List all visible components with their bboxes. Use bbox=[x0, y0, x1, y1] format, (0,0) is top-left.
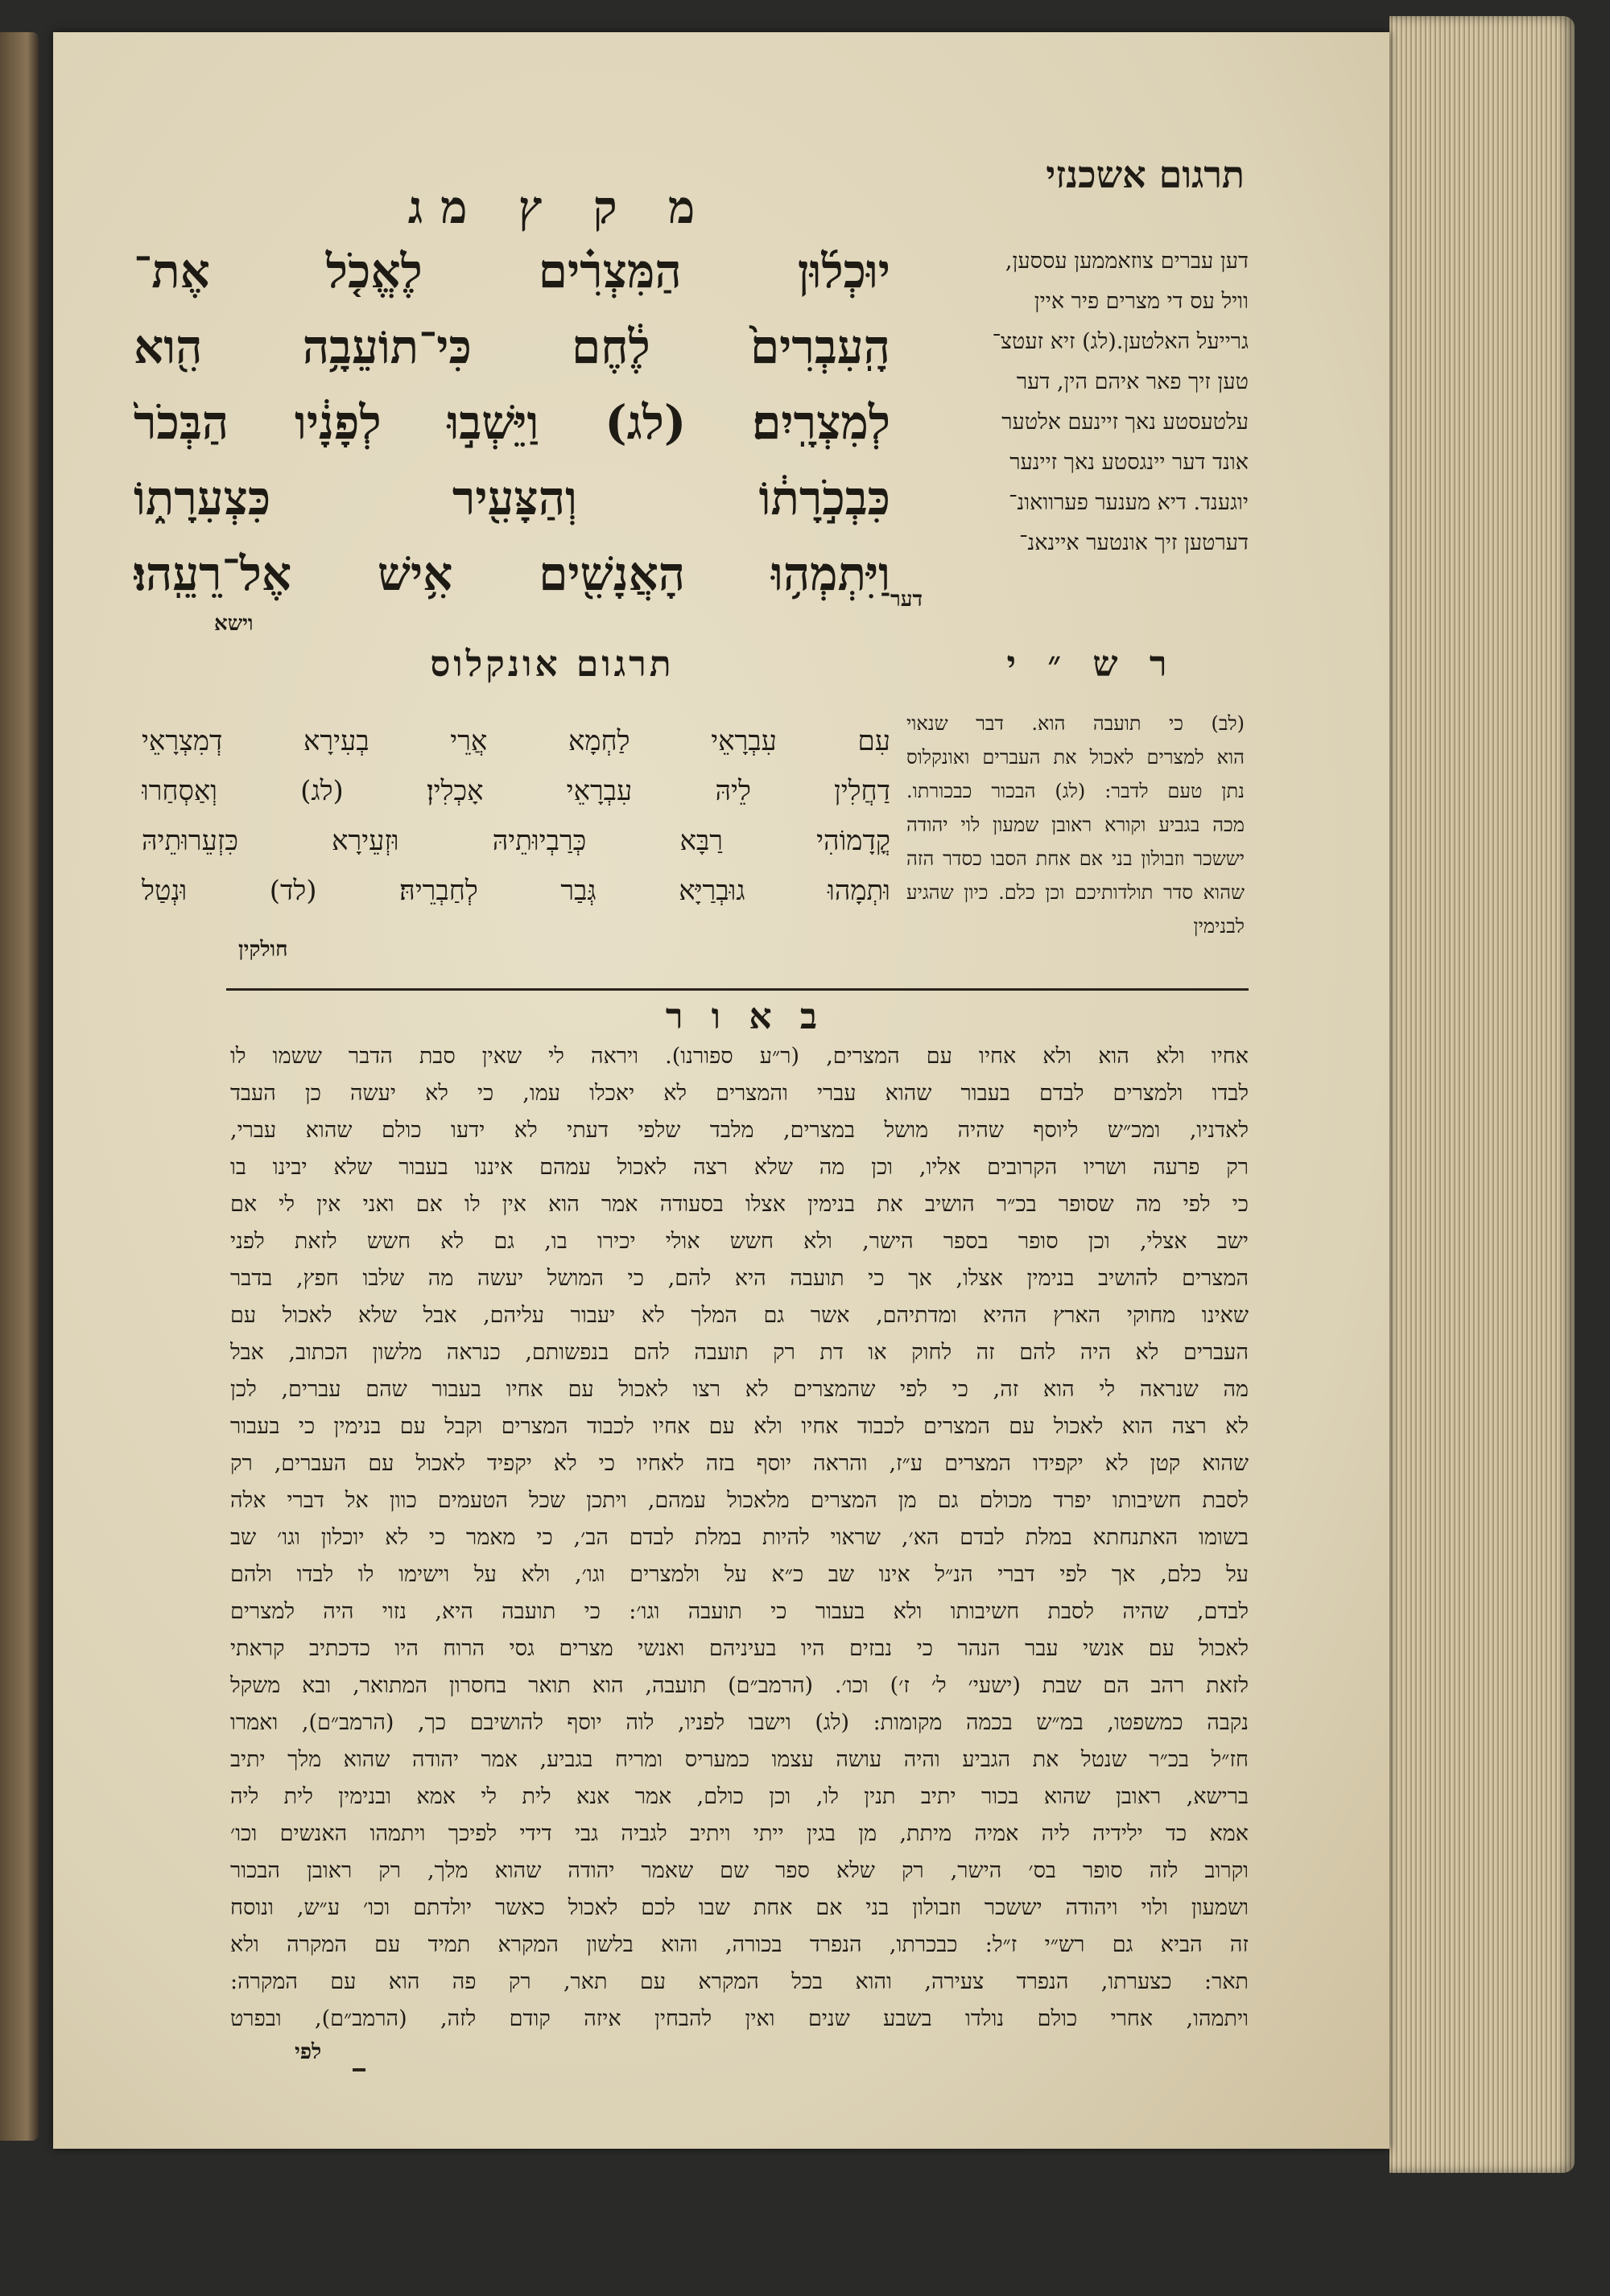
text-line: זה הביא גם רש״י ז״ל: כבכרתו, הנפרד בכורה, והוא בלשון המקרא תמיד עם המקרה ולא bbox=[230, 1932, 1249, 1957]
targum-ashkenazi-title: תרגום אשכנזי bbox=[1046, 153, 1245, 196]
text-line: בשומו האתנחתא במלת לבדם הא׳, שראוי להיות במלת לבדם הב׳, כי מאמר כי לא יוכלון וגו׳ שב bbox=[230, 1525, 1249, 1550]
text-line: ברישא, ראובן שהוא בכור יתיב תנין לו, וכן כולם, אמר אנא לית לי אמא ובנימין לית ליה bbox=[230, 1784, 1249, 1809]
book-page-edges bbox=[1389, 16, 1575, 2173]
text-line: לבנימין bbox=[1193, 915, 1245, 938]
targum-ashkenazi-text bbox=[919, 241, 1249, 563]
text-line: שאינו מחוקי הארץ ההיא ומדתיהם, אשר גם המלך לא יעבור עליהם, אבל שלא לאכול עם bbox=[230, 1303, 1249, 1328]
verse-line: לְמִצְרָֽיִם׃ (לג) וַיֵּשְׁב֣וּ לְפָנָ֔יו הַבְּכֹר֙ bbox=[134, 395, 890, 450]
text-line: ושמעון ולוי ויהודה יששכר וזבולון בני אם אחת שבו לכם לאכול כאשר יולדתם וכו׳ ע״ש, ונוסח bbox=[230, 1895, 1249, 1920]
text-line: נקבה כמשפטו, במ״ש בכמה מקומות: (לג) וישבו לפניו, לוה יוסף להושיבם כך, (הרמב״ם), ואמרו bbox=[230, 1710, 1249, 1735]
text-line: עִם עִבְרָאֵי לַחְמָא אֲרֵי בְעִירָא דְמִצְרָאֵי bbox=[142, 725, 890, 757]
text-line: מה שנראה לי הוא זה, כי לפי שהמצרים לא רצו לאכול עם אחיו בעבור שהם עברים, לכן bbox=[230, 1377, 1249, 1402]
rashi-text bbox=[906, 707, 1245, 943]
text-line: ויתמהו, אחרי כולם נולדו בשבע שנים ואין להבחין איזה קודם לזה, (הרמב״ם), ובפרט bbox=[230, 2006, 1249, 2031]
parasha-heading: מ ק ץ מג bbox=[407, 181, 713, 234]
text-line: לבדם, שהיה לסבת חשיבותו ולא בעבור כי תועבה וגו׳: כי תועבה היא, נזוי היה למצרים bbox=[230, 1599, 1249, 1624]
onkelos-catchword: חולקין bbox=[238, 938, 288, 962]
text-line: לא רצה הוא לאכול עם המצרים לכבוד אחיו ולא עם אחיו לכבוד המצרים וקבל עם בנימין כי בעבור bbox=[230, 1414, 1249, 1439]
onkelos-text bbox=[142, 716, 890, 916]
text-line: אונד דער יינגסטע נאך זיינער bbox=[1009, 450, 1249, 475]
facing-page-edge bbox=[0, 32, 39, 2141]
onkelos-title: תרגום אונקלוס bbox=[430, 644, 675, 685]
verse-line: וַיִּתְמְה֥וּ הָאֲנָשִׁ֖ים אִ֥ישׁ אֶל־רֵעֵֽהוּ׃ bbox=[134, 546, 890, 601]
text-line: לזאת רהב הם שבת (ישעי׳ ל׳ ז׳) וכו׳. (הרמב״ם) תועבה, הוא תואר בחסרון המתואר, ובא משקל bbox=[230, 1673, 1249, 1698]
text-line: לסבת חשיבותו יפרד מכולם גם מן המצרים מלאכול עמהם, ויתכן שכל הטעמים כוון אל דברי אלה bbox=[230, 1488, 1249, 1513]
text-line: אחיו ולא הוא ולא אחיו עם המצרים, (ר״ע ספורנו). ויראה לי שאין סבת הדבר ששמו לו bbox=[230, 1044, 1249, 1069]
text-line: לאכול עם אנשי עבר הנהר כי נבזים היו בעיניהם ואנשי מצרים גסי הרוח היו כדכתיב קראתי bbox=[230, 1636, 1249, 1661]
biur-title: ב א ו ר bbox=[665, 996, 826, 1037]
text-line: הוא למצרים לאכול את העברים ואונקלוס bbox=[906, 746, 1245, 769]
text-line: שהוא קטן לא יקפידו המצרים ע״ז, והראה יוסף בזה לאחיו כי לא יקפיד לאכול עם העברים, רק bbox=[230, 1451, 1249, 1476]
text-line: לבדו ולמצרים לבדם בעבור שהוא עברי והמצרים לא יאכלו עמו, כי לא יעשה כן העבד bbox=[230, 1081, 1249, 1106]
targum-ashkenazi-catchword: דער bbox=[890, 587, 923, 612]
verse-line: כִּבְכֹ֣רָת֔וֹ וְהַצָּעִ֖יר כִּצְעִרָת֑וֹ bbox=[134, 471, 890, 526]
text-line: תאר: כצערתו, הנפרד צעירה, והוא בכל המקרא עם תאר, רק פה הוא עם המקרה: bbox=[230, 1969, 1249, 1994]
verse-line: הָֽעִבְרִים֙ לֶ֔חֶם כִּי־תוֹעֵבָ֥ה הִ֖וא bbox=[134, 319, 890, 374]
page-dash-mark bbox=[353, 2068, 365, 2071]
text-line: חז״ל בכ״ר שנטל את הגביע והיה עושה עצמו כמעריס ומריח בגביע, אמר יהודה שהוא מלך יתיב bbox=[230, 1747, 1249, 1772]
text-line: רק פרעה ושריו הקרובים אליו, וכן מה שלא רצה לאכול עמהם איננו בעבור שלא יבינו בו bbox=[230, 1155, 1249, 1180]
text-line: ישב אצלי, וכן סופר בספר הישר, ולא חשש אולי יכירו בו, גם לא חשש לזאת לפני bbox=[230, 1229, 1249, 1254]
verse-line: יוּכְל֜וּן הַמִּצְרִ֗ים לֶאֱכֹ֤ל אֶת־ bbox=[134, 244, 890, 299]
text-line: טען זיך פאר איהם הין, דער bbox=[1016, 369, 1249, 394]
text-line: דערטען זיך אונטער איינאנ־ bbox=[1019, 530, 1249, 555]
section-divider bbox=[226, 988, 1249, 991]
text-line: וקרוב לזה סופר בס׳ הישר, רק שלא ספר שם שאמר יהודה שהוא מלך, רק ראובן הבכור bbox=[230, 1858, 1249, 1883]
biur-text bbox=[230, 1038, 1249, 2038]
biur-catchword: לפי bbox=[295, 2040, 322, 2064]
text-line: מכה בגביע וקורא ראובן שמעון לוי יהודה bbox=[906, 814, 1245, 836]
text-line: העברים לא היה להם זה לחוק או דת רק תועבה להם בנפשותם, כנראה מלשון הכתוב, אבל bbox=[230, 1340, 1249, 1365]
text-line: (לב) כי תועבה הוא. דבר שנאוי bbox=[906, 712, 1245, 735]
text-line: עלטעסטע נאך זיינעם אלטער bbox=[1001, 410, 1249, 435]
text-line: המצרים להושיב בנימין אצלו, אך כי תועבה היא להם, כי המושל יעשה מה שלבו חפץ, בדבר bbox=[230, 1266, 1249, 1291]
text-line: דַחֲלִין לֵיהּ עִבְרָאֵי אָכְלִין׃ (לג) וְאַסְחַרוּ bbox=[142, 775, 890, 807]
text-line: על כלם, אך לפי דברי הנ״ל אינו שב כ״א על ולמצרים וגו׳, ולא על וישימו לו לבדו ולהם bbox=[230, 1562, 1249, 1587]
verse-catchword: וישא bbox=[214, 612, 254, 636]
text-line: וויל עס די מצרים פיר איין bbox=[1034, 289, 1249, 314]
text-line: גרייעל האלטען.(לג) זיא זעטצ־ bbox=[992, 329, 1249, 354]
text-line: שהוא סדר תולדותיכם וכן כלם. כיון שהגיע bbox=[906, 881, 1245, 904]
text-line: כי לפי מה שסופר בכ״ר הושיב את בנימין אצלו בסעודה אמר הוא אין לו אם ואני אין לי אם bbox=[230, 1192, 1249, 1217]
text-line: יוגענד. דיא מענער פערוואונ־ bbox=[1009, 490, 1249, 515]
text-line: נתן טעם לדבר: (לג) הבכור כבכורתו. bbox=[906, 780, 1245, 802]
rashi-title: ר ש ״ י bbox=[1006, 644, 1177, 685]
text-line: אמא כד ילידיה ליה אמיה מיתת, מן בגין ייתי ויתיב לגביה גבי דידי לפיכך ויתמהו האנשים וכו׳ bbox=[230, 1821, 1249, 1846]
text-line: לאדניו, ומכ״ש ליוסף שהיה מושל במצרים, מלבד שלפי דעתי לא ידעו כולם שהוא עברי, bbox=[230, 1118, 1249, 1143]
text-line: קֳדָמוֹהִי רַבָּא כְּרַבְיוּתֵיהּ וּזְעֵירָא כִּזְעֵרוּתֵיהּ bbox=[142, 825, 890, 857]
book-page bbox=[53, 32, 1389, 2149]
text-line: וּתְמָהוּ גוּבְרַיָּא גְּבַר לְחַבְרֵיהּ׃ (לד) וּנְטַל bbox=[142, 875, 890, 907]
torah-verse bbox=[134, 233, 890, 612]
text-line: יששכר וזבולון בני אם אחת הסבו כסדר הזה bbox=[906, 847, 1245, 870]
text-line: דען עברים צוזאממען עססען, bbox=[1005, 249, 1249, 274]
